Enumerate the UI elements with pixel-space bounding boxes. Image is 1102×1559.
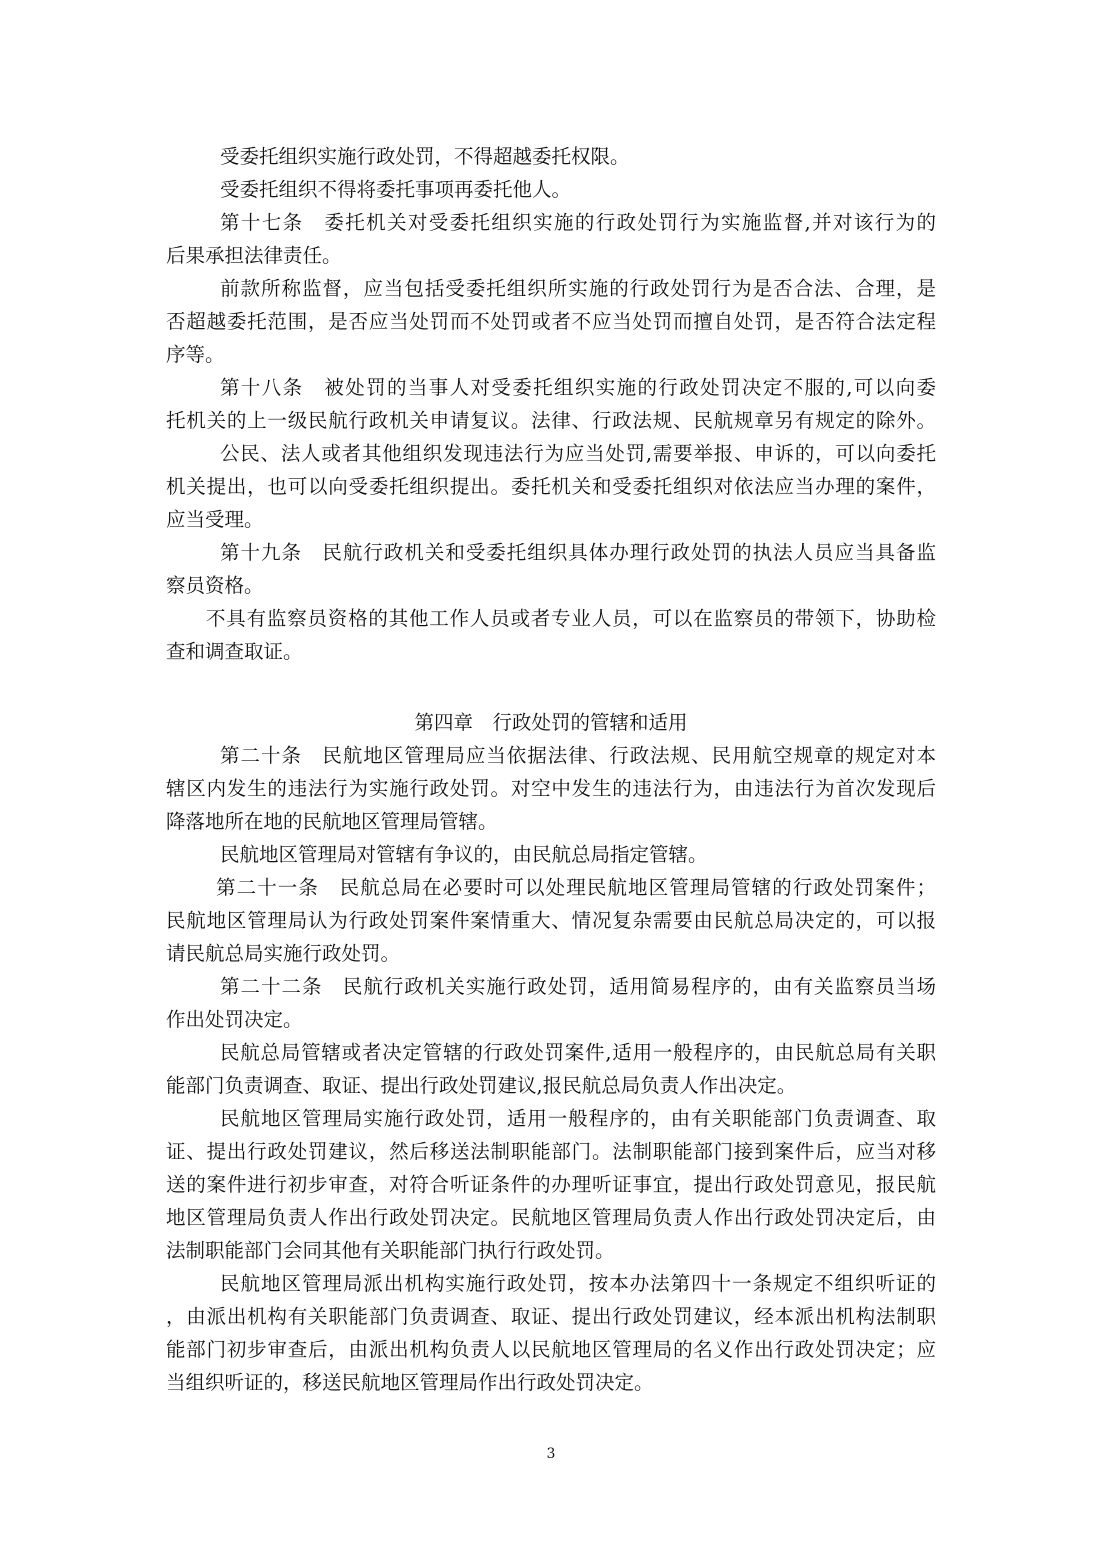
paragraph-line: 否超越委托范围，是否应当处罚而不处罚或者不应当处罚而擅自处罚，是否符合法定程 [166,310,936,333]
paragraph-line: 民航地区管理局实施行政处罚，适用一般程序的，由有关职能部门负责调查、取 [220,1107,936,1130]
document-body [166,140,936,1399]
paragraph-line: 公民、法人或者其他组织发现违法行为应当处罚,需要举报、申诉的，可以向委托 [220,442,936,465]
article-17-line: 后果承担法律责任。 [166,244,342,267]
paragraph-line: 受委托组织不得将委托事项再委托他人。 [220,178,572,201]
paragraph-line: 序等。 [166,343,225,366]
article-19-line: 第十九条 民航行政机关和受委托组织具体办理行政处罚的执法人员应当具备监 [220,541,936,564]
article-20-line: 辖区内发生的违法行为实施行政处罚。对空中发生的违法行为，由违法行为首次发现后 [166,777,936,800]
paragraph-line: 前款所称监督，应当包括受委托组织所实施的行政处罚行为是否合法、合理，是 [220,277,936,300]
chapter-title: 第四章 行政处罚的管辖和适用 [414,711,688,734]
article-22-line: 作出处罚决定。 [166,1008,303,1031]
paragraph-line: 应当受理。 [166,508,264,531]
article-22-line: 第二十二条 民航行政机关实施行政处罚，适用简易程序的，由有关监察员当场 [220,975,936,998]
paragraph-line: 送的案件进行初步审查，对符合听证条件的办理听证事宜，提出行政处罚意见，报民航 [166,1173,936,1196]
paragraph-line: ，由派出机构有关职能部门负责调查、取证、提出行政处罚建议，经本派出机构法制职 [166,1305,936,1328]
article-20-line: 第二十条 民航地区管理局应当依据法律、行政法规、民用航空规章的规定对本 [220,744,936,767]
paragraph-line: 能部门负责调查、取证、提出行政处罚建议,报民航总局负责人作出决定。 [166,1074,797,1097]
article-21-line: 请民航总局实施行政处罚。 [166,942,401,965]
article-18-line: 第十八条 被处罚的当事人对受委托组织实施的行政处罚决定不服的,可以向委 [220,376,936,399]
paragraph-line: 民航地区管理局对管辖有争议的，由民航总局指定管辖。 [220,843,708,866]
article-17-line: 第十七条 委托机关对受委托组织实施的行政处罚行为实施监督,并对该行为的 [220,211,936,234]
paragraph-line: 民航地区管理局派出机构实施行政处罚，按本办法第四十一条规定不组织听证的 [220,1272,936,1295]
article-21-line: 民航地区管理局认为行政处罚案件案情重大、情况复杂需要由民航总局决定的，可以报 [166,909,936,932]
article-20-line: 降落地所在地的民航地区管理局管辖。 [166,810,498,833]
article-19-line: 察员资格。 [166,574,264,597]
paragraph-line: 当组织听证的，移送民航地区管理局作出行政处罚决定。 [166,1371,654,1394]
page-number: 3 [546,1446,556,1462]
paragraph-line: 证、提出行政处罚建议，然后移送法制职能部门。法制职能部门接到案件后，应当对移 [166,1140,936,1163]
paragraph-line: 查和调查取证。 [166,640,303,663]
paragraph-line: 受委托组织实施行政处罚，不得超越委托权限。 [220,145,630,168]
paragraph-line: 机关提出，也可以向受委托组织提出。委托机关和受委托组织对依法应当办理的案件， [166,475,936,498]
article-21-line: 第二十一条 民航总局在必要时可以处理民航地区管理局管辖的行政处罚案件； [216,876,936,899]
article-18-line: 托机关的上一级民航行政机关申请复议。法律、行政法规、民航规章另有规定的除外。 [166,409,936,432]
paragraph-line: 民航总局管辖或者决定管辖的行政处罚案件,适用一般程序的，由民航总局有关职 [220,1041,936,1064]
paragraph-line: 能部门初步审查后，由派出机构负责人以民航地区管理局的名义作出行政处罚决定；应 [166,1338,936,1361]
paragraph-line: 地区管理局负责人作出行政处罚决定。民航地区管理局负责人作出行政处罚决定后，由 [166,1206,936,1229]
paragraph-line: 不具有监察员资格的其他工作人员或者专业人员，可以在监察员的带领下，协助检 [206,607,936,630]
paragraph-line: 法制职能部门会同其他有关职能部门执行行政处罚。 [166,1239,615,1262]
